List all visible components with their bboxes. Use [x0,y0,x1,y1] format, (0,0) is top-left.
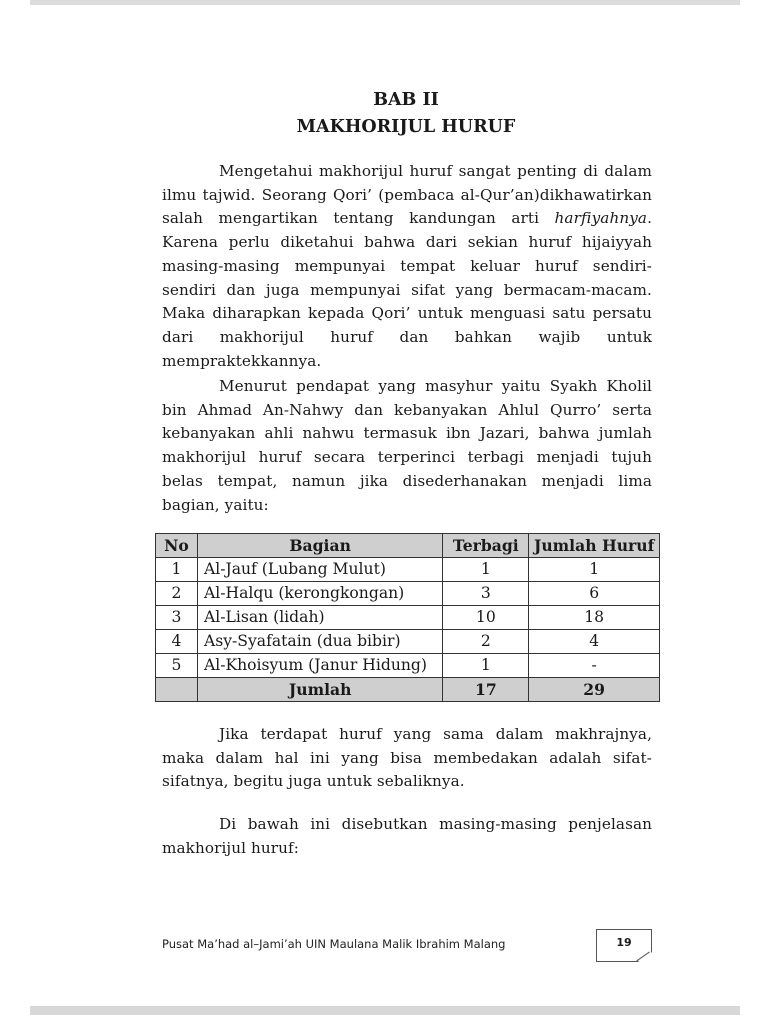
paragraph-opinion: Menurut pendapat yang masyhur yaitu Syakh Kholil bin Ahmad An-Nahwy dan kebanyakan Ahlul Qurro’ serta kebanyakan ahli nahwu termasuk ibn Jazari, bahwa jumlah makhorijul huruf secara terperinci terbagi menjadi tujuh belas tempat, namun jika disederhanakan menjadi lima bagian, yaitu: [162,377,652,514]
chapter-title: MAKHORIJUL HURUF [296,117,516,137]
table-row [156,606,660,630]
cell-bagian: Al-Khoisyum (Janur Hidung) [197,654,442,678]
page-top-edge [30,0,740,5]
cell-terbagi: 2 [443,630,529,654]
header-jumlah-huruf: Jumlah Huruf [529,534,660,558]
cell-jumlah: 18 [529,606,660,630]
paragraph-intro-text-a: Mengetahui makhorijul huruf sangat penting di dalam ilmu tajwid. Seorang Qori’ (pembaca al-Qur’an)dikhawatirkan salah mengartikan tentang kandungan arti [162,162,652,228]
cell-bagian: Al-Halqu (kerongkongan) [197,582,442,606]
cell-terbagi: 1 [443,558,529,582]
cell-jumlah: 4 [529,630,660,654]
makhraj-table [155,533,660,702]
table-row [156,630,660,654]
total-label: Jumlah [197,678,442,702]
cell-terbagi: 3 [443,582,529,606]
cell-jumlah: 6 [529,582,660,606]
page-number: 19 [616,936,632,949]
cell-jumlah: 1 [529,558,660,582]
paragraph-intro-italic: harfiyahnya [554,209,648,228]
table-row [156,582,660,606]
header-terbagi: Terbagi [443,534,529,558]
paragraph-intro [162,160,652,373]
cell-no: 2 [156,582,198,606]
cell-terbagi: 1 [443,654,529,678]
table-total-row [156,678,660,702]
footer-publisher: Pusat Ma’had al–Jami’ah UIN Maulana Malik Ibrahim Malang [162,937,506,951]
total-empty-cell [156,678,198,702]
cell-no: 3 [156,606,198,630]
table-row [156,558,660,582]
total-terbagi: 17 [443,678,529,702]
page-bottom-edge [30,1006,740,1015]
total-jumlah-huruf: 29 [529,678,660,702]
table-header-row [156,534,660,558]
table-row [156,654,660,678]
cell-bagian: Al-Jauf (Lubang Mulut) [197,558,442,582]
paragraph-explanation-intro: Di bawah ini disebutkan masing-masing penjelasan makhorijul huruf: [162,815,652,857]
cell-jumlah: - [529,654,660,678]
cell-no: 5 [156,654,198,678]
cell-terbagi: 10 [443,606,529,630]
cell-no: 1 [156,558,198,582]
cell-no: 4 [156,630,198,654]
chapter-heading: BAB II [373,90,439,110]
cell-bagian: Asy-Syafatain (dua bibir) [197,630,442,654]
cell-bagian: Al-Lisan (lidah) [197,606,442,630]
page-number-box [596,929,652,962]
paragraph-same-makhraj: Jika terdapat huruf yang sama dalam makhrajnya, maka dalam hal ini yang bisa membedakan adalah sifat-sifatnya, begitu juga untuk sebaliknya. [162,725,652,791]
header-bagian: Bagian [197,534,442,558]
paragraph-intro-text-b: . Karena perlu diketahui bahwa dari sekian huruf hijaiyyah masing-masing mempunyai tempat keluar huruf sendiri-sendiri dan juga mempunyai sifat yang bermacam-macam. Maka diharapkan kepada Qori’ untuk menguasi satu persatu dari makhorijul huruf dan bahkan wajib untuk mempraktekkannya. [162,209,652,370]
header-no: No [156,534,198,558]
